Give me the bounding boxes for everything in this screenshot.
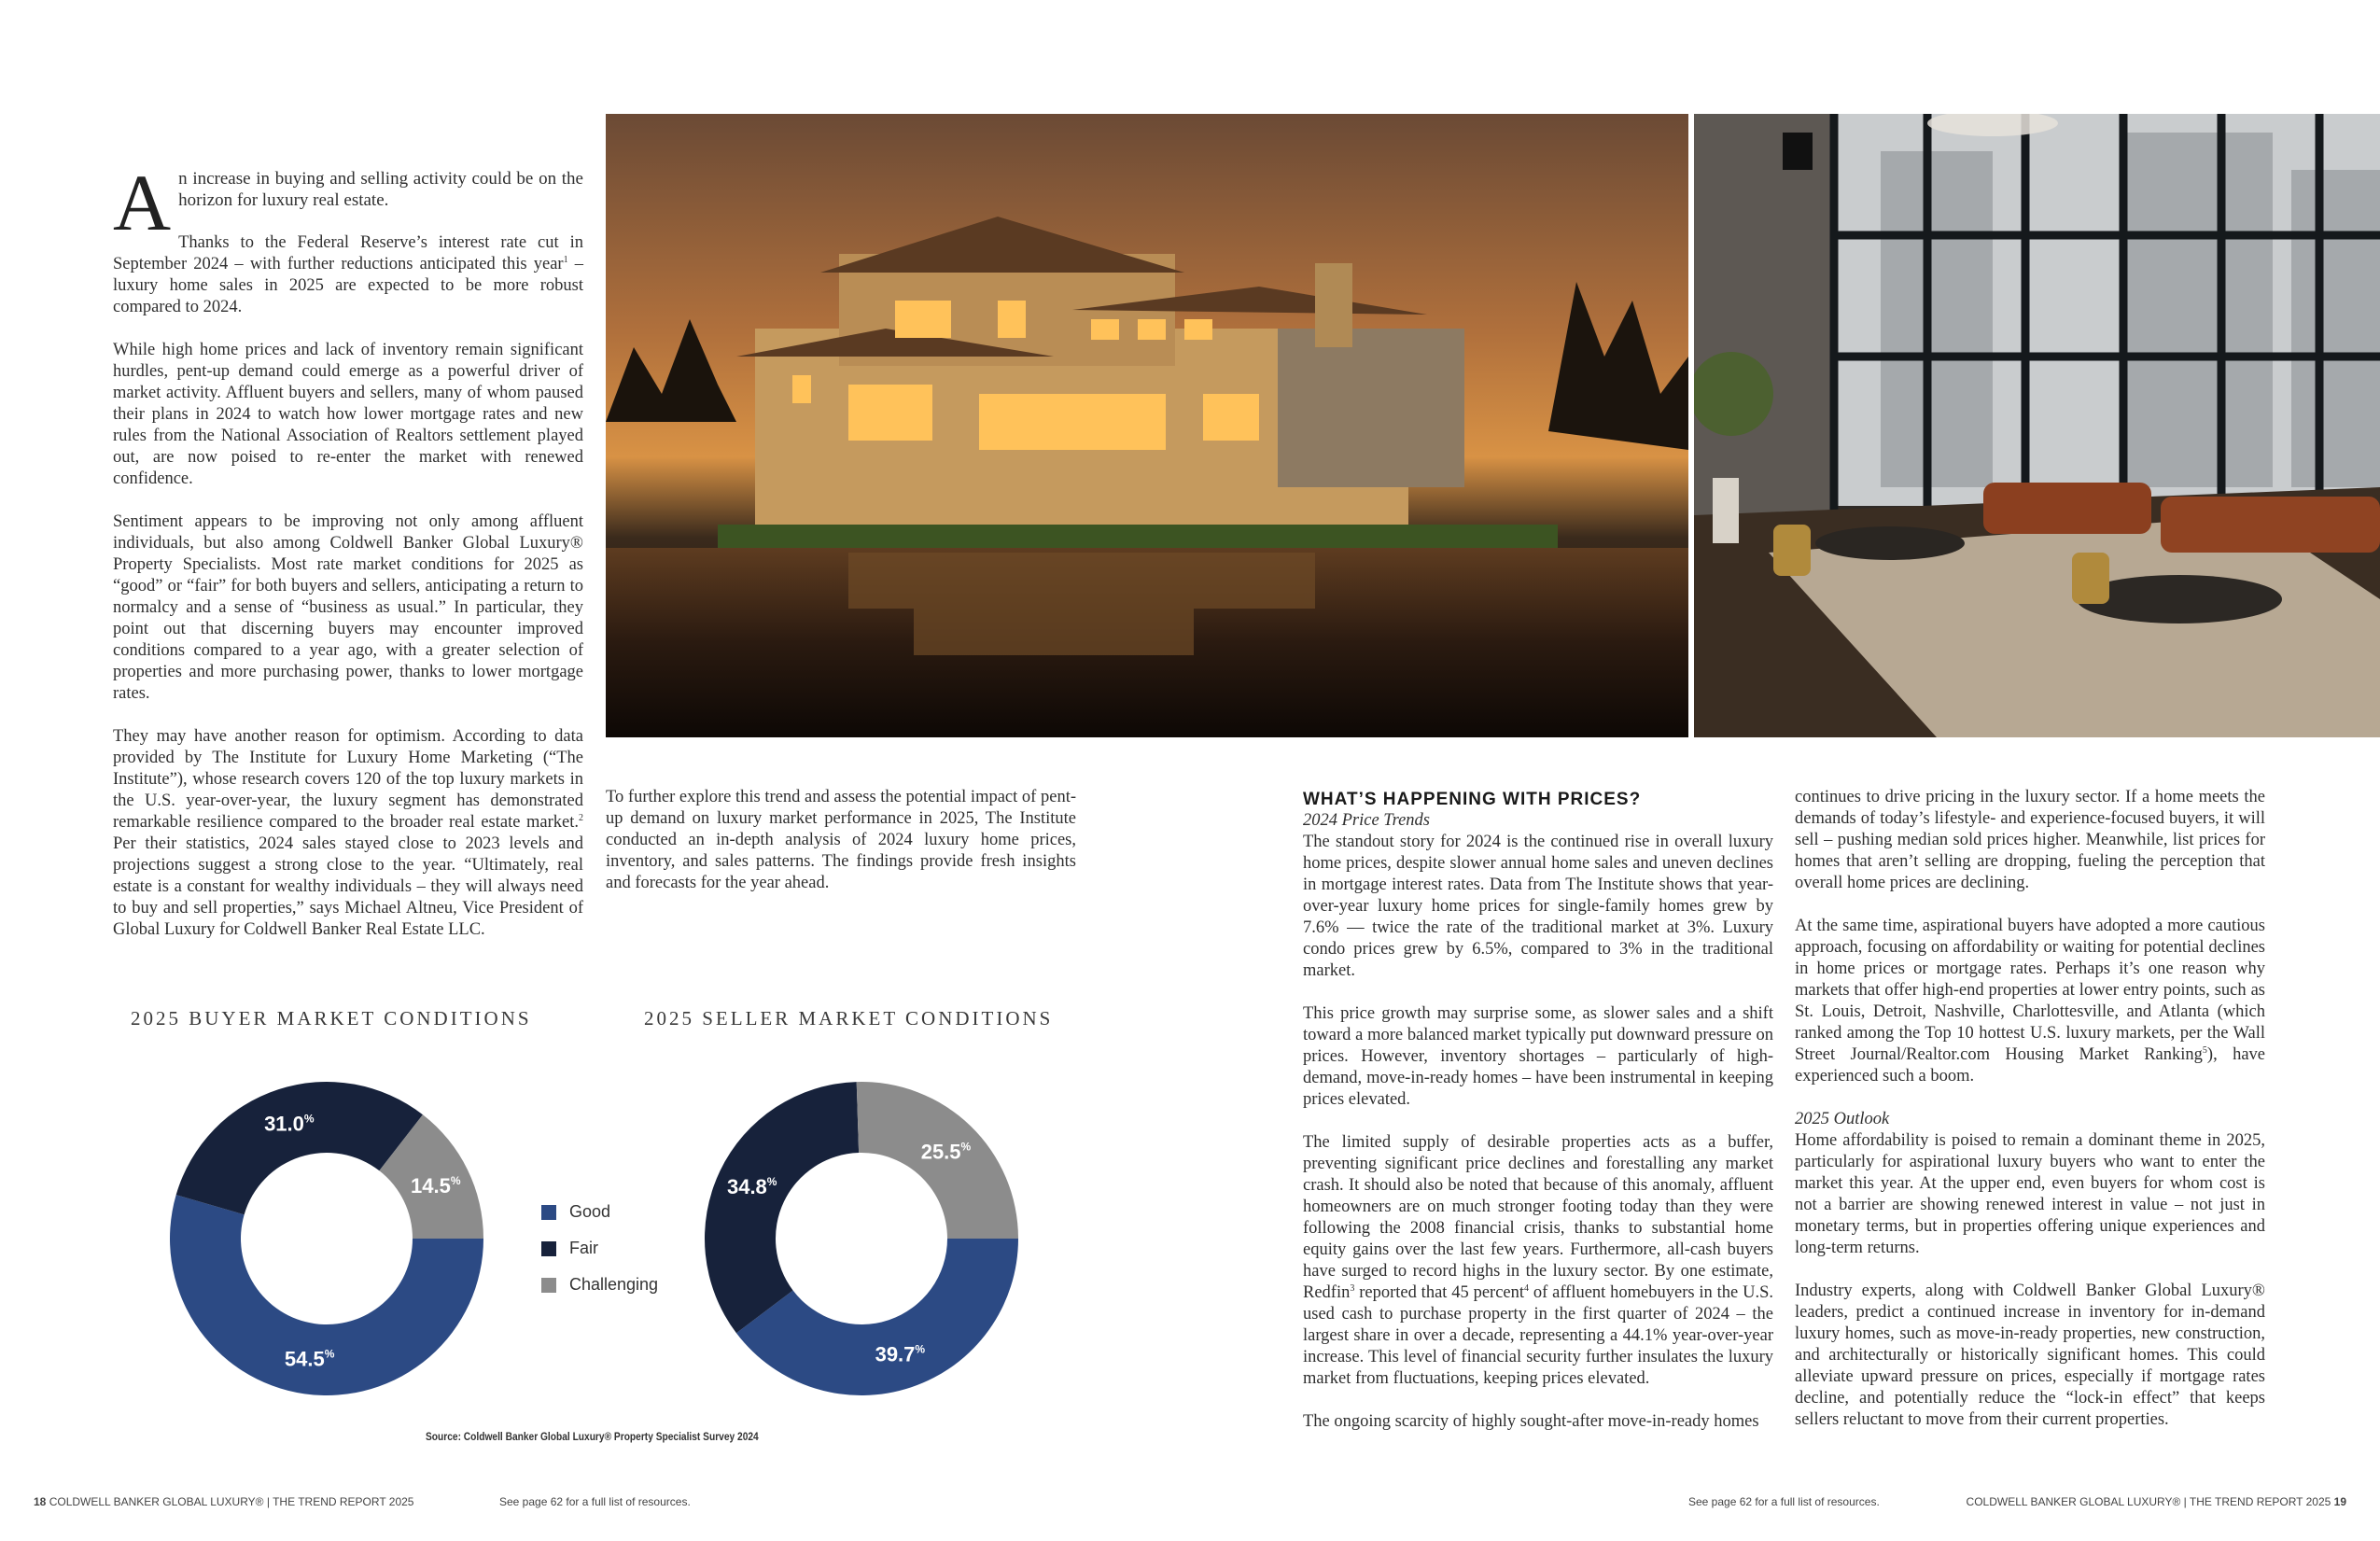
price-trends-subheading: 2024 Price Trends bbox=[1303, 811, 1431, 830]
paragraph-rate-cut: Thanks to the Federal Reserve’s interest rate cut in September 2024 – with further reductions anticipated this year$^1$ – luxury home sales in 2025 are expected to be more robust compared to 2024. bbox=[113, 233, 583, 316]
paragraph-industry-experts: Industry experts, along with Coldwell Banker Global Luxury® leaders, predict a continued increase in inventory for in-demand luxury homes, such as move-in-ready properties, new construction, and architecturally or historically significant homes. This could alleviate upward pressure on prices, especially if mortgage rates decline, and potentially reduce the “lock-in effect” that keeps sellers reluctant to move from their current properties. bbox=[1795, 1282, 2265, 1429]
paragraph-aspirational-buyers: At the same time, aspirational buyers have adopted a more cautious approach, focusing on affordability or waiting for potential declines in home prices or mortgage rates. Perhaps it’s one reason why markets that offer high-end properties at lower entry points, such as St. Louis, Detroit, Nashville, Charlottesville, and Atlanta (which ranked among the Top 10 hottest U.S. luxury markets, per the Wall Street Journal/Realtor.com Housing Market Ranking$^5$), have experienced such a boom. bbox=[1795, 917, 2265, 1086]
right-page-number: 19 bbox=[2333, 1495, 2346, 1508]
paragraph-limited-supply: The limited supply of desirable properties acts as a buffer, preventing significant price declines and forestalling any market crash. It should also be noted that because of this anomaly, affluent homeowners are on much stronger footing today than they were following the 2008 financial crisis, thanks to substantial home equity gains over the last few years. Furthermore, all-cash buyers have surged to record highs in the luxury sector. By one estimate, Redfin$^3$ reported that 45 percent$^4$ of affluent homebuyers in the U.S. used cash to purchase property in the first quarter of 2024 – the largest share in over a decade, representing a 44.1% year-over-year increase. This level of financial security further insulates the luxury market from fluctuations, keeping prices elevated. bbox=[1303, 1133, 1773, 1388]
donut-label-fair: 34.8% bbox=[726, 1174, 777, 1198]
left-footer-brand: COLDWELL BANKER GLOBAL LUXURY® | THE TREND REPORT 2025 bbox=[49, 1495, 414, 1508]
legend-label-challenging: Challenging bbox=[569, 1275, 659, 1294]
legend-swatch-good bbox=[541, 1205, 556, 1220]
left-column-text bbox=[113, 158, 583, 941]
chart-legend bbox=[541, 1194, 658, 1303]
paragraph-price-growth: This price growth may surprise some, as slower sales and a shift toward a more balanced market typically put downward pressure on prices. However, inventory shortages – particularly of high-demand, move-in-ready homes – have been instrumental in keeping prices elevated. bbox=[1303, 1004, 1773, 1109]
legend-swatch-challenging bbox=[541, 1278, 556, 1293]
prices-heading: WHAT’S HAPPENING WITH PRICES? bbox=[1303, 790, 1642, 809]
paragraph-further-explore: To further explore this trend and assess the potential impact of pent-up demand on luxury market performance in 2025, The Institute conducted an in-depth analysis of 2024 luxury home prices, inventory, and sales patterns. The findings provide fresh insights and forecasts for the year ahead. bbox=[606, 788, 1076, 892]
paragraph-continues-pricing: continues to drive pricing in the luxury sector. If a home meets the demands of today’s lifestyle- and experience-focused buyers, it will sell – pushing median sold prices higher. Meanwhile, list prices for homes that aren’t selling are dropping, fueling the perception that overall home prices are declining. bbox=[1795, 788, 2265, 892]
legend-item-challenging bbox=[541, 1267, 658, 1303]
drop-cap: A bbox=[113, 158, 172, 247]
paragraph-ongoing-scarcity: The ongoing scarcity of highly sought-after move-in-ready homes bbox=[1303, 1412, 1759, 1431]
footer-left bbox=[34, 1495, 413, 1508]
legend-swatch-fair bbox=[541, 1241, 556, 1256]
donut-label-good: 54.5% bbox=[284, 1347, 335, 1371]
seller-donut-chart bbox=[698, 1075, 1025, 1402]
footer-right-note: See page 62 for a full list of resources. bbox=[1688, 1495, 1880, 1508]
left-page-number: 18 bbox=[34, 1495, 47, 1508]
middle-column-text bbox=[606, 787, 1076, 894]
donut-slice-fair bbox=[176, 1082, 423, 1214]
right-column-1 bbox=[1303, 789, 1773, 1433]
donut-label-good: 39.7% bbox=[875, 1342, 926, 1366]
paragraph-affordability: Home affordability is poised to remain a dominant theme in 2025, particularly for aspirational luxury buyers who want to enter the market this year. At the upper end, even buyers for whom cost is not a barrier are showing renewed interest in value – not just in monetary terms, but in properties offering unique experiences and long-term returns. bbox=[1795, 1131, 2265, 1257]
legend-label-fair: Fair bbox=[569, 1239, 598, 1257]
loft-interior-photo bbox=[1694, 114, 2380, 737]
chart-source-note: Source: Coldwell Banker Global Luxury® Property Specialist Survey 2024 bbox=[426, 1430, 759, 1443]
buyer-donut-chart bbox=[163, 1075, 490, 1402]
legend-item-fair bbox=[541, 1230, 658, 1267]
legend-label-good: Good bbox=[569, 1202, 611, 1221]
right-footer-brand: COLDWELL BANKER GLOBAL LUXURY® | THE TREND REPORT 2025 bbox=[1966, 1495, 2331, 1508]
seller-chart-title: 2025 SELLER MARKET CONDITIONS bbox=[644, 1007, 1054, 1030]
paragraph-optimism: They may have another reason for optimism. According to data provided by The Institute for Luxury Home Marketing (“The Institute”), whose research covers 120 of the top luxury markets in the U.S. year-over-year, the luxury segment has demonstrated remarkable resilience compared to the broader real estate market.$^2$ Per their statistics, 2024 sales stayed close to 2023 levels and projections suggest a strong close to the year. “Ultimately, real estate is a constant for wealthy individuals – they will always need to buy and sell properties,” says Michael Altneu, Vice President of Global Luxury for Coldwell Banker Real Estate LLC. bbox=[113, 727, 583, 939]
donut-label-challenging: 14.5% bbox=[410, 1173, 461, 1198]
footer-right bbox=[1967, 1495, 2346, 1508]
donut-slice-fair bbox=[705, 1082, 859, 1333]
legend-item-good bbox=[541, 1194, 658, 1230]
paragraph-sentiment: Sentiment appears to be improving not only among affluent individuals, but also among Coldwell Banker Global Luxury® Property Specialists. Most rate market conditions for 2025 as “good” or “fair” for both buyers and sellers, anticipating a return to normalcy and a sense of “business as usual.” In particular, they point out that discerning buyers may encounter improved conditions compared to a year ago, with a greater selection of properties and more purchasing power, thanks to lower mortgage rates. bbox=[113, 512, 583, 703]
intro-paragraph: An increase in buying and selling activity could be on the horizon for luxury real estate. bbox=[113, 158, 583, 247]
donut-label-fair: 31.0% bbox=[264, 1112, 315, 1136]
paragraph-hurdles: While high home prices and lack of inventory remain significant hurdles, pent-up demand could emerge as a powerful driver of market activity. Affluent buyers and sellers, many of whom paused their plans in 2024 to watch how lower mortgage rates and new rules from the National Association of Realtors settlement played out, are now poised to re-enter the market with renewed confidence. bbox=[113, 341, 583, 488]
outlook-subheading: 2025 Outlook bbox=[1795, 1110, 1890, 1128]
footer-left-note: See page 62 for a full list of resources. bbox=[499, 1495, 691, 1508]
paragraph-standout-story: The standout story for 2024 is the continued rise in overall luxury home prices, despite slower annual home sales and uneven declines in mortgage interest rates. Data from The Institute shows that year-over-year luxury home prices for single-family homes grew by 7.6% — twice the rate of the traditional market at 3%. Luxury condo prices grew by 6.5%, compared to 3% in the traditional market. bbox=[1303, 833, 1773, 980]
buyer-chart-title: 2025 BUYER MARKET CONDITIONS bbox=[131, 1007, 532, 1030]
donut-label-challenging: 25.5% bbox=[920, 1140, 972, 1164]
right-column-2 bbox=[1795, 787, 2265, 1431]
villa-dusk-photo bbox=[606, 114, 1688, 737]
